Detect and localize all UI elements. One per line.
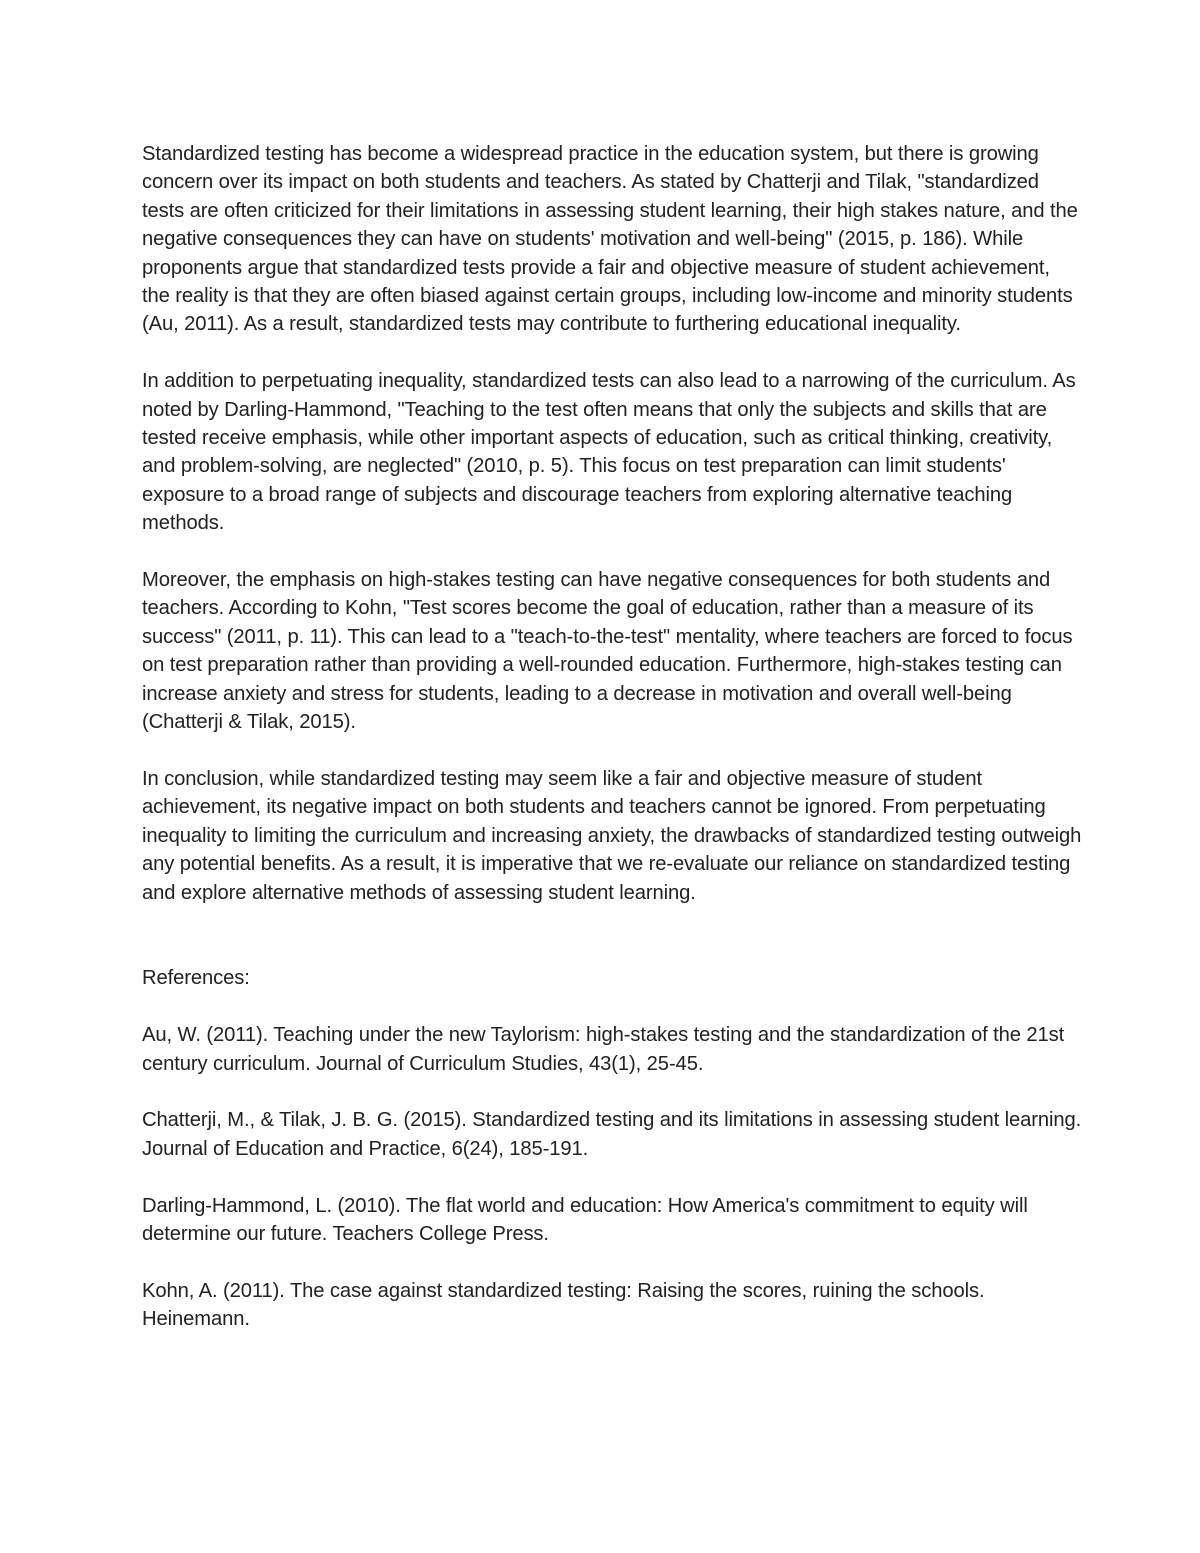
reference-item: Kohn, A. (2011). The case against standardized testing: Raising the scores, ruining the schools. Heinemann. xyxy=(142,1279,985,1331)
body-paragraph: Standardized testing has become a widespread practice in the education system, but there is growing concern over its impact on both students and teachers. As stated by Chatterji and Tilak, "standardized tests are often criticized for their limitations in assessing student learning, their high stakes nature, and the negative consequences they can have on students' motivation and well-being" (2015, p. 186). While proponents argue that standardized tests provide a fair and objective measure of student achievement, the reality is that they are often biased against certain groups, including low-income and minority students (Au, 2011). As a result, standardized tests may contribute to furthering educational inequality. xyxy=(142,143,1078,336)
reference-item: Chatterji, M., & Tilak, J. B. G. (2015). Standardized testing and its limitations in assessing student learning. Journal of Education and Practice, 6(24), 185-191. xyxy=(142,1109,1082,1160)
body-paragraph: In addition to perpetuating inequality, standardized tests can also lead to a narrowing of the curriculum. As noted by Darling-Hammond, "Teaching to the test often means that only the subjects and skills that are tested receive emphasis, while other important aspects of education, such as critical thinking, creativity, and problem-solving, are neglected" (2010, p. 5). This focus on test preparation can limit students' exposure to a broad range of subjects and discourage teachers from exploring alternative teaching methods. xyxy=(142,370,1076,535)
references-heading: References: xyxy=(142,967,250,990)
section-spacer xyxy=(142,935,1082,964)
document-body xyxy=(142,140,1082,1362)
reference-item: Darling-Hammond, L. (2010). The flat world and education: How America's commitment to equity will determine our future. Teachers College Press. xyxy=(142,1194,1028,1245)
body-paragraph: In conclusion, while standardized testing may seem like a fair and objective measure of student achievement, its negative impact on both students and teachers cannot be ignored. From perpetuating inequality to limiting the curriculum and increasing anxiety, the drawbacks of standardized testing outweigh any potential benefits. As a result, it is imperative that we re-evaluate our reliance on standardized testing and explore alternative methods of assessing student learning. xyxy=(142,767,1082,904)
body-paragraph: Moreover, the emphasis on high-stakes testing can have negative consequences for both students and teachers. According to Kohn, "Test scores become the goal of education, rather than a measure of its success" (2011, p. 11). This can lead to a "teach-to-the-test" mentality, where teachers are forced to focus on test preparation rather than providing a well-rounded education. Furthermore, high-stakes testing can increase anxiety and stress for students, leading to a decrease in motivation and overall well-being (Chatterji & Tilak, 2015). xyxy=(142,569,1073,734)
reference-item: Au, W. (2011). Teaching under the new Taylorism: high-stakes testing and the standardization of the 21st century curriculum. Journal of Curriculum Studies, 43(1), 25-45. xyxy=(142,1024,1065,1075)
